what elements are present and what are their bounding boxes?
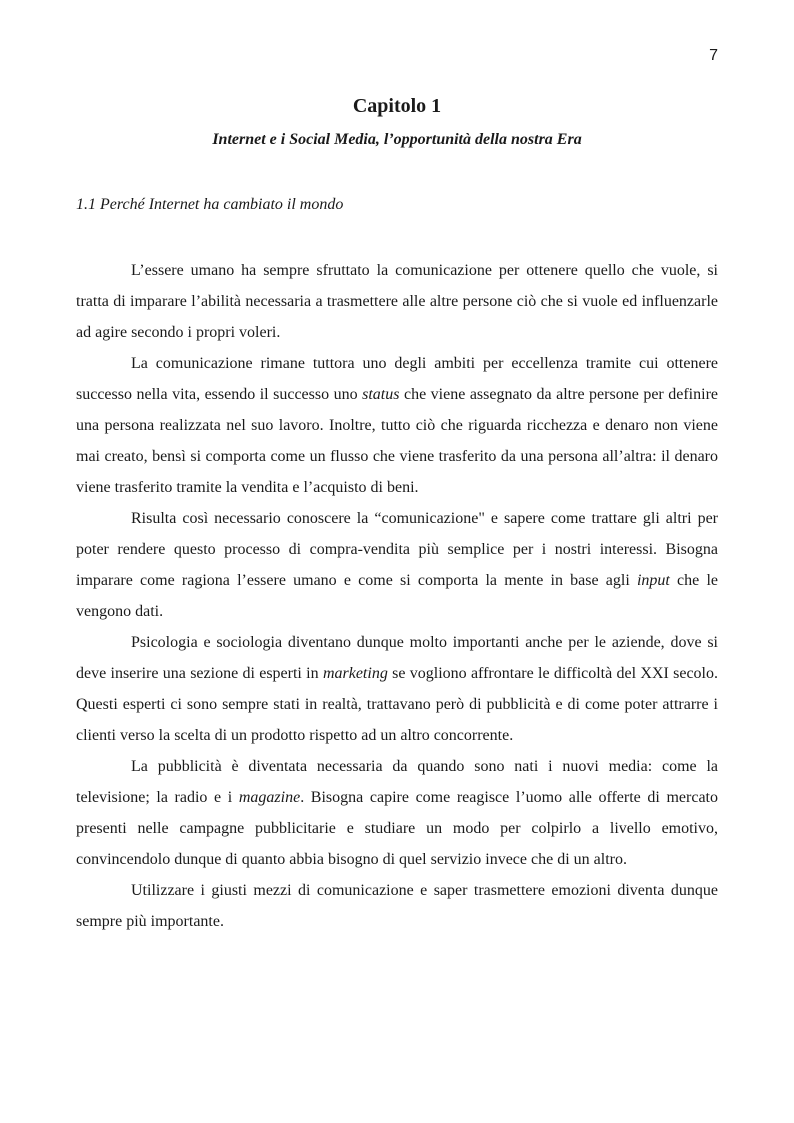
italic-term: marketing [322,665,388,682]
text-segment: L’essere umano ha sempre sfruttato la comunicazione per ottenere quello che vuole, si tratta di imparare l’abilità necessaria a trasmettere alle altre persone ciò che si vuole ed influenzarle ad agire secondo i propri voleri. [76,262,718,341]
italic-term: input [636,572,670,589]
text-segment: Risulta così necessario conoscere la “comunicazione" e sapere come trattare gli altri per poter rendere questo processo di compra-vendita più semplice per i nostri interessi. Bisogna imparare come ragiona l’essere umano e come si comporta la mente in base agli [76,510,718,589]
paragraph [76,751,718,875]
paragraph [76,875,718,937]
text-segment: Psicologia e sociologia diventano dunque molto importanti anche per le aziende, dove si deve inserire una sezione di esperti in [76,634,718,682]
page-number: 7 [709,47,718,64]
text-segment: se vogliono affrontare le difficoltà del XXI secolo. Questi esperti ci sono sempre stati in realtà, trattavano però di pubblicità e di come poter attrarre i clienti verso la scelta di un prodotto rispetto ad un altro concorrente. [76,665,719,744]
paragraph [76,503,718,627]
paragraph [76,627,718,751]
text-segment: che le vengono dati. [76,572,718,620]
text-segment: La pubblicità è diventata necessaria da quando sono nati i nuovi media: come la televisione; la radio e i [76,758,718,806]
text-segment: . Bisogna capire come reagisce l’uomo alle offerte di mercato presenti nelle campagne pubblicitarie e studiare un modo per colpirlo a livello emotivo, convincendolo dunque di quanto abbia bisogno di quel servizio invece che di un altro. [76,789,719,868]
paragraph [76,348,718,503]
chapter-subtitle: Internet e i Social Media, l’opportunità della nostra Era [212,131,582,148]
text-segment: Utilizzare i giusti mezzi di comunicazione e saper trasmettere emozioni diventa dunque sempre più importante. [76,882,718,930]
chapter-heading: Capitolo 1 [352,95,442,117]
section-title: 1.1 Perché Internet ha cambiato il mondo [76,196,344,213]
italic-term: status [362,386,400,403]
italic-term: magazine [238,789,301,806]
body-text [76,255,718,937]
text-segment: che viene assegnato da altre persone per definire una persona realizzata nel suo lavoro. Inoltre, tutto ciò che riguarda ricchezza e denaro non viene mai creato, bensì si comporta come un flusso che viene trasferito da una persona all’altra: il denaro viene trasferito tramite la vendita e l’acquisto di beni. [76,386,719,496]
paragraph [76,255,718,348]
text-segment: La comunicazione rimane tuttora uno degli ambiti per eccellenza tramite cui ottenere successo nella vita, essendo il successo uno [76,355,718,403]
